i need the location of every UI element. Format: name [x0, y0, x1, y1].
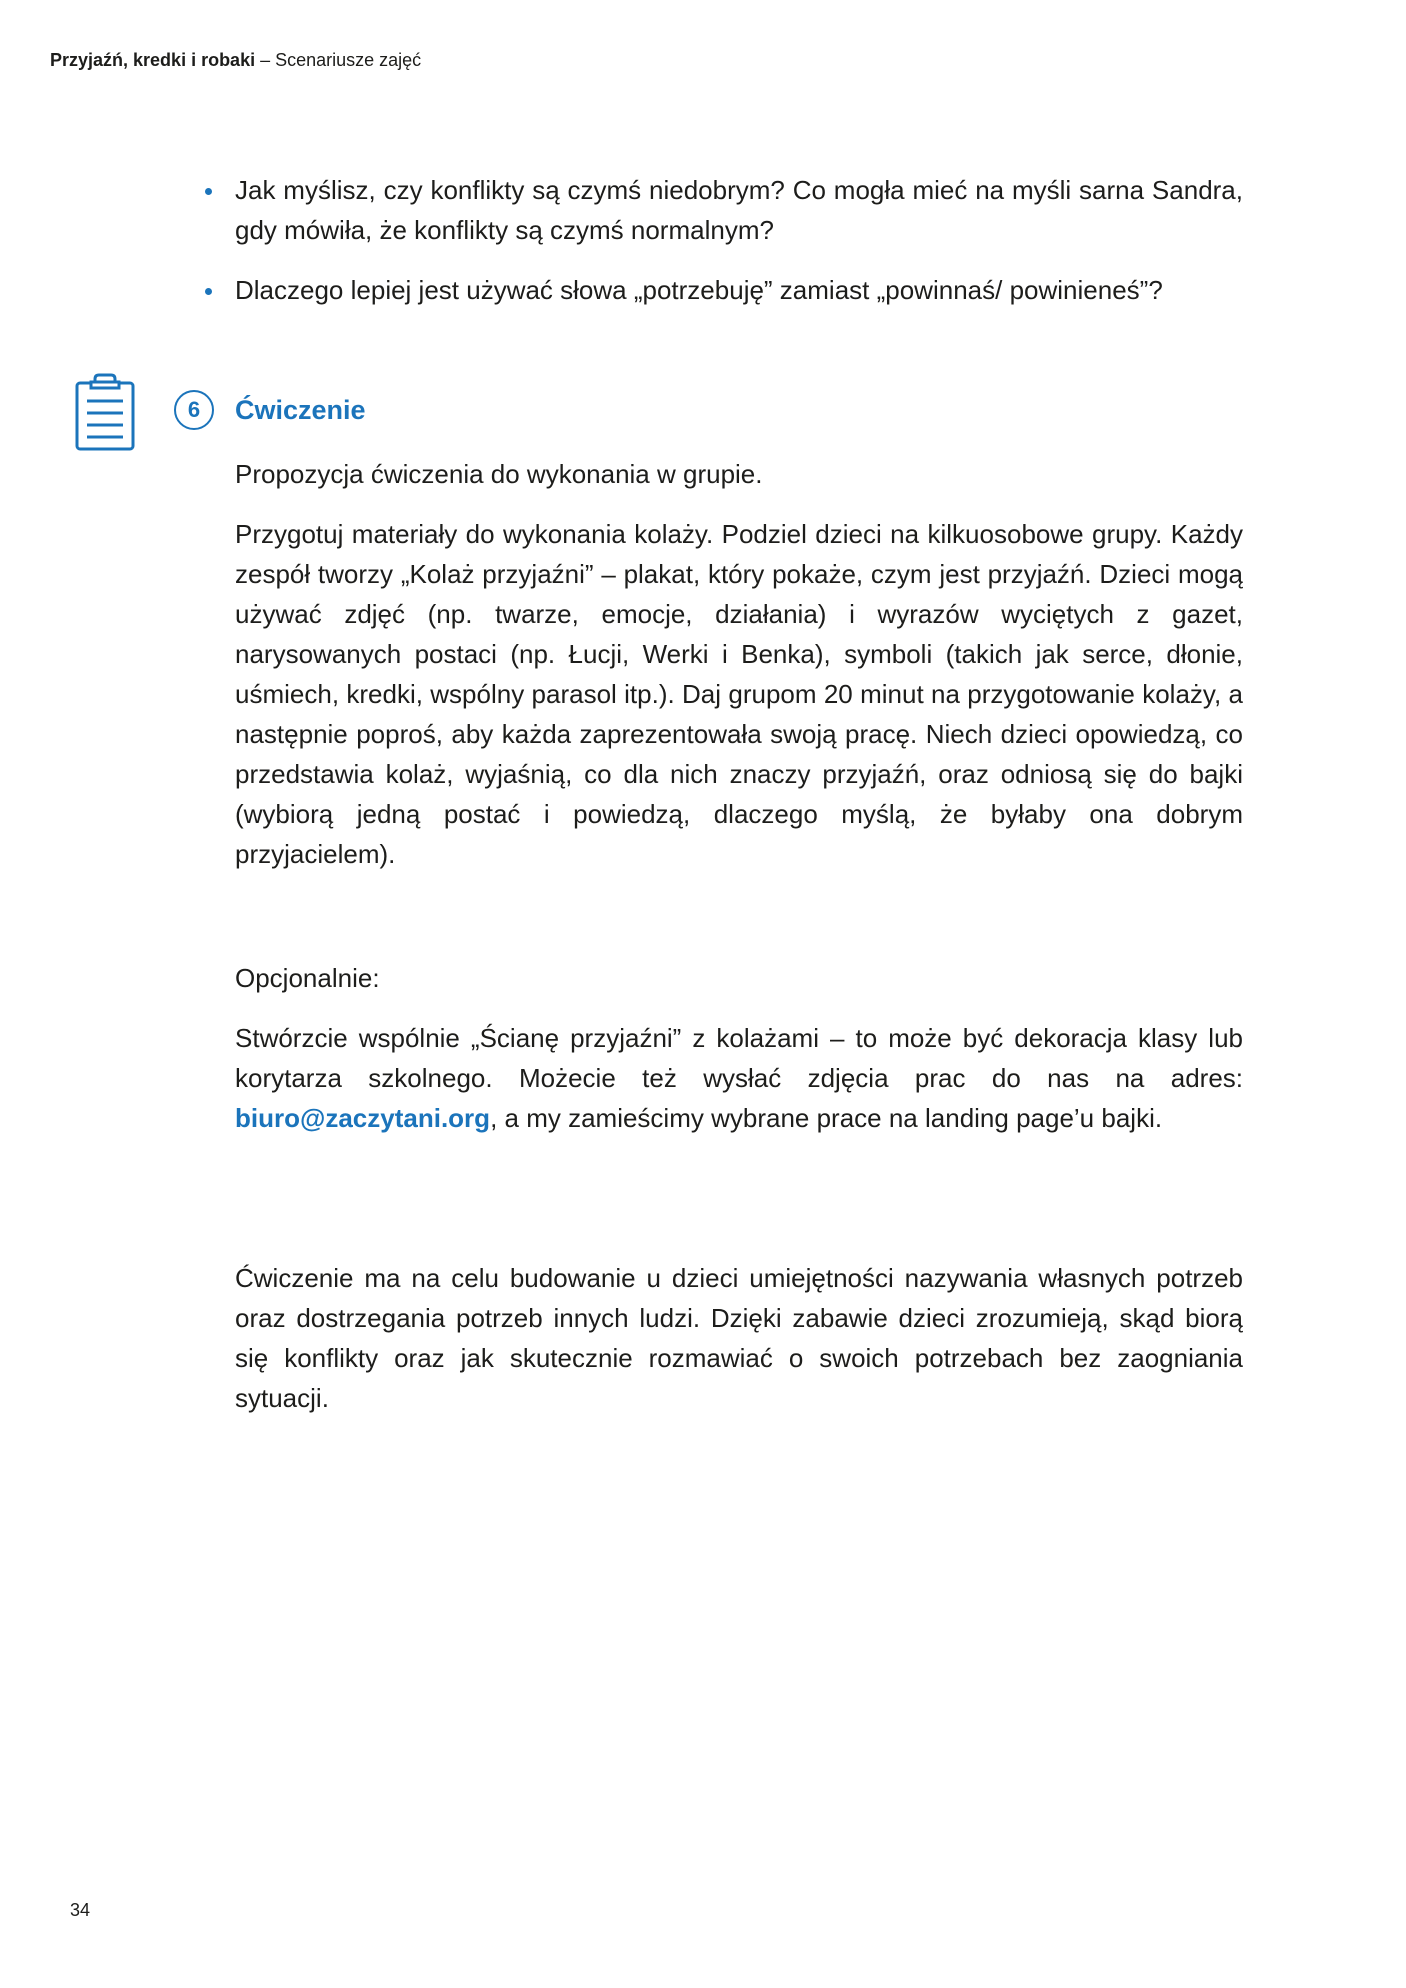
bullet-icon [205, 188, 212, 195]
section-title: Ćwiczenie [235, 395, 366, 425]
optional-label: Opcjonalnie: [235, 963, 380, 993]
exercise-intro-block [235, 454, 1243, 494]
clipboard-icon [73, 373, 137, 453]
questions-block [235, 170, 1243, 330]
header-title: Przyjaźń, kredki i robaki [50, 50, 256, 70]
optional-text [235, 1018, 1243, 1138]
running-header [50, 48, 421, 72]
section-number-badge: 6 [174, 390, 214, 430]
question-list [235, 170, 1243, 310]
exercise-intro: Propozycja ćwiczenia do wykonania w grupie. [235, 459, 763, 489]
question-item [235, 270, 1243, 310]
exercise-instructions-block [235, 514, 1243, 874]
bullet-icon [205, 288, 212, 295]
header-subtitle: – Scenariusze zajęć [255, 50, 422, 70]
question-text: Dlaczego lepiej jest używać słowa „potrzebuję” zamiast „powinnaś/ powinieneś”? [235, 275, 1163, 305]
optional-label-block [235, 958, 1243, 998]
question-text: Jak myślisz, czy konflikty są czymś niedobrym? Co mogła mieć na myśli sarna Sandra, gdy mówiła, że konflikty są czymś normalnym? [235, 175, 1243, 245]
exercise-instructions: Przygotuj materiały do wykonania kolaży. Podziel dzieci na kilkuosobowe grupy. Każdy zespół tworzy „Kolaż przyjaźni” – plakat, który pokaże, czym jest przyjaźń. Dzieci mogą używać zdjęć (np. twarze, emocje, działania) i wyrazów wyciętych z gazet, narysowanych postaci (np. Łucji, Werki i Benka), symboli (takich jak serce, dłonie, uśmiech, kredki, wspólny parasol itp.). Daj grupom 20 minut na przygotowanie kolaży, a następnie poproś, aby każda zaprezentowała swoją pracę. Niech dzieci opowiedzą, co przedstawia kolaż, wyjaśnią, co dla nich znaczy przyjaźń, oraz odniosą się do bajki (wybiorą jedną postać i powiedzą, dlaczego myślą, że byłaby ona dobrym przyjacielem). [235, 519, 1243, 869]
optional-text-after: , a my zamieścimy wybrane prace na landing page’u bajki. [490, 1103, 1163, 1133]
goal-block [235, 1258, 1243, 1418]
email-link[interactable]: biuro@zaczytani.org [235, 1103, 491, 1133]
optional-block [235, 1018, 1243, 1138]
exercise-goal: Ćwiczenie ma na celu budowanie u dzieci umiejętności nazywania własnych potrzeb oraz dostrzegania potrzeb innych ludzi. Dzięki zabawie dzieci zrozumieją, skąd biorą się konflikty oraz jak skutecznie rozmawiać o swoich potrzebach bez zaogniania sytuacji. [235, 1263, 1243, 1413]
question-item [235, 170, 1243, 250]
page-number: 34 [70, 1900, 91, 1920]
optional-text-before: Stwórzcie wspólnie „Ścianę przyjaźni” z kolażami – to może być dekoracja klasy lub korytarza szkolnego. Możecie też wysłać zdjęcia prac do nas na adres: [235, 1023, 1243, 1093]
